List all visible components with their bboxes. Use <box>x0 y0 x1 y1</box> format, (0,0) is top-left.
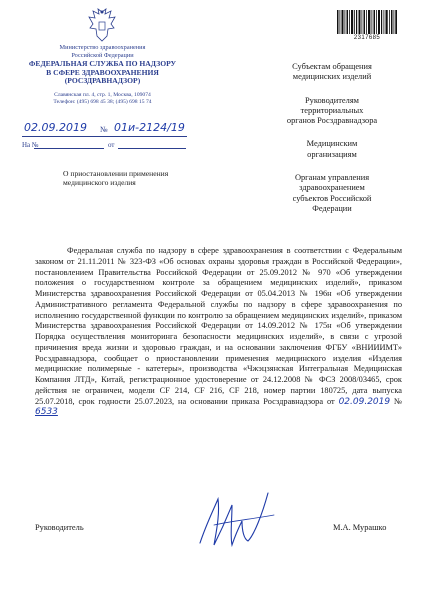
barcode-number: 2317685 <box>353 35 381 41</box>
barcode-icon <box>337 10 397 34</box>
signatory-role: Руководитель <box>35 523 84 532</box>
number-label: № <box>100 125 108 134</box>
agency-address: Славянская пл. 4, стр. 1, Москва, 109074 Телефон: (495) 698 45 38; (495) 698 15 74 <box>53 92 152 105</box>
agency-name: ФЕДЕРАЛЬНАЯ СЛУЖБА ПО НАДЗОРУ В СФЕРЕ ЗДРАВООХРАНЕНИЯ (РОСЗДРАВНАДЗОР) <box>28 59 177 86</box>
ref-date-blank <box>118 148 186 149</box>
coat-of-arms-icon <box>87 8 117 42</box>
ref-prefix: На № <box>22 141 39 149</box>
body-paragraph: Федеральная служба по надзору в сфере здравоохранения в соответствии с Федеральным законом от 21.11.2011 № 323-ФЗ «Об основах охраны здоровья граждан в Российской Федерации», постановлением Правительства Российской Федерации от 25.09.2012 № 970 «Об утверждении положения о государственном контроле за обращением медицинских изделий», приказом Министерства здравоохранения Российской Федерации от 05.04.2013 № 196н «Об утверждении Административного регламента Федеральной службы по надзору в сфере здравоохранения по исполнению государственной функции по контролю за обращением медицинских изделий», приказом Министерства здравоохранения Российской Федерации от 14.09.2012 № 175н «Об утверждении Порядка осуществления мониторинга безопасности медицинских изделий», в связи с угрозой причинения вреда жизни и здоровью граждан, и на основании заключения ФГБУ «ВНИИИМТ» Росздравнадзора, сообщает о приостановлении применения медицинского изделия «Изделия медицинские полимерные - катетеры», производства «Чжэцзянская Интегральная Медицинская Компания ЛТД», Китай, регистрационное удостоверение от 24.12.2008 № ФСЗ 2008/03465, срок действия не ограничен, модели CF 214, CF 216, CF 218, номер партии 180725, дата выпуска 25.07.2018, срок годности 25.07.2023, на основании приказа Росздравнадзора от <box>35 246 402 406</box>
ministry-name: Министерство здравоохранения Российской Федерации <box>59 44 146 59</box>
subject: О приостановлении применения медицинского изделия <box>63 169 169 188</box>
recipients <box>262 62 402 227</box>
ref-number-blank <box>34 148 104 149</box>
order-date: 02.09.2019 <box>338 396 391 407</box>
signatory-name: М.А. Мурашко <box>333 523 387 532</box>
letter-body <box>35 246 402 418</box>
outgoing-number: 01и-2124/19 <box>114 121 185 134</box>
order-number: 6533 <box>35 407 58 418</box>
recipient-block: Медицинским организациям <box>306 139 358 159</box>
recipient-block: Органам управления здравоохранением субъектов Российской Федерации <box>292 173 372 213</box>
ref-from-label: от <box>108 141 115 149</box>
outgoing-date: 02.09.2019 <box>24 121 87 134</box>
recipient-block: Руководителям территориальных органов Росздравнадзора <box>286 95 378 126</box>
recipient-block: Субъектам обращения медицинских изделий <box>292 62 372 82</box>
order-number-label: № <box>394 396 402 406</box>
outgoing-date-number <box>22 121 187 137</box>
handwritten-signature <box>192 485 282 555</box>
reference-line <box>22 140 187 150</box>
